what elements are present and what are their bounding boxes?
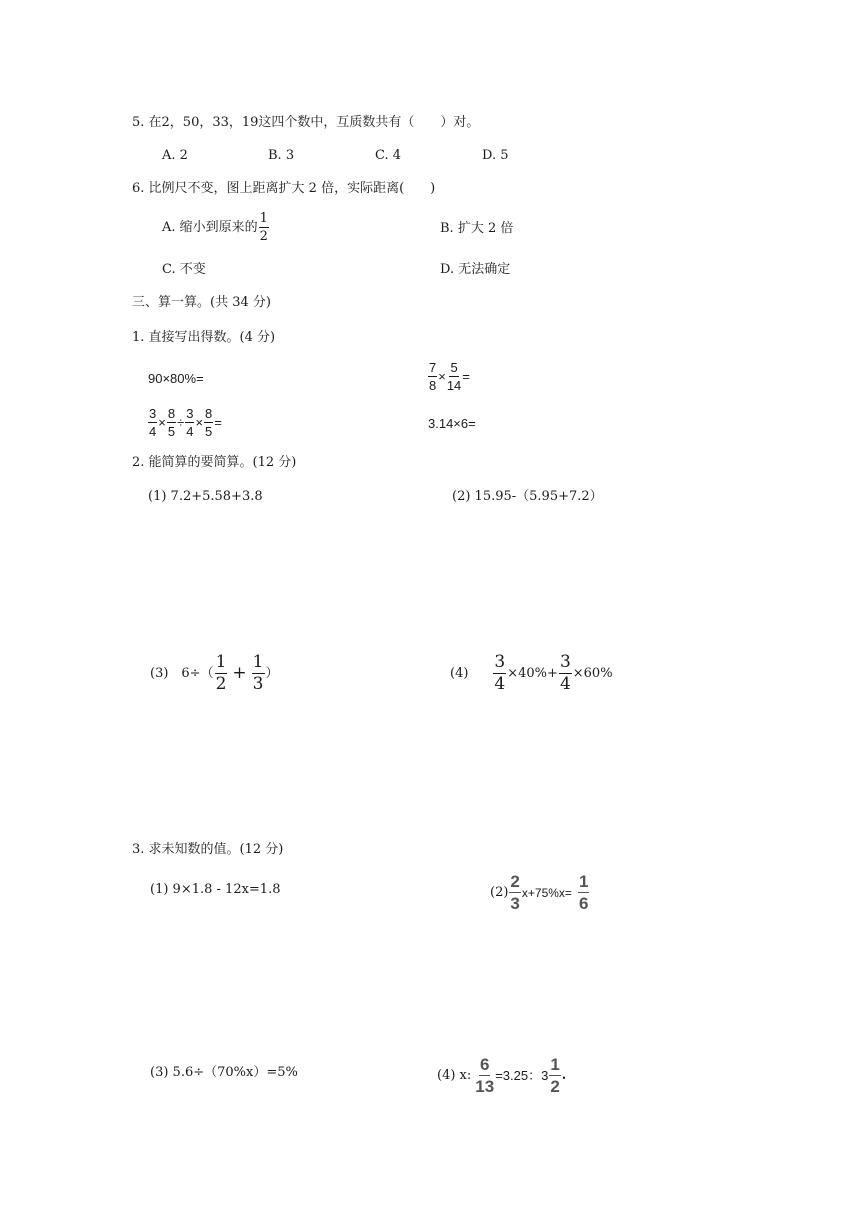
equals-sign: = <box>214 415 222 430</box>
q6-option-a <box>162 212 270 243</box>
part-1-title: 1. 直接写出得数。(4 分) <box>132 330 276 345</box>
fraction: $\frac{5}{14}$ <box>446 360 462 393</box>
fraction: $\frac{8}{5}$ <box>167 406 176 439</box>
fraction: $\frac{6}{13}$ <box>475 1055 495 1096</box>
question-6-stem: 6. 比例尺不变，图上距离扩大 2 倍，实际距离( ) <box>132 181 436 196</box>
equation-4-mid: =3.25：3 <box>495 1068 549 1083</box>
simplify-4-mid: ×40%+ <box>507 666 558 681</box>
simplify-3-suffix: ） <box>265 666 279 681</box>
equation-4-prefix: (4) x: <box>437 1068 472 1083</box>
equation-2 <box>490 873 590 912</box>
simplify-4-prefix: (4) <box>450 666 469 681</box>
equation-3: (3) 5.6÷（70%x）=5% <box>150 1065 298 1080</box>
question-5-stem: 5. 在2，50，33，19这四个数中，互质数共有（ ）对。 <box>132 115 480 130</box>
times-sign: × <box>195 415 204 430</box>
fraction: $\frac{1}{2}$ <box>215 652 227 694</box>
equation-4-end: . <box>561 1068 567 1083</box>
calc-1a: 90×80%= <box>148 371 204 386</box>
part-3-title: 3. 求未知数的值。(12 分) <box>132 842 284 857</box>
q5-option-d: D. 5 <box>482 148 509 163</box>
fraction: $\frac{8}{5}$ <box>205 406 213 439</box>
fraction: $\frac{1}{6}$ <box>578 872 589 913</box>
part-2-title: 2. 能简算的要简算。(12 分) <box>132 455 297 470</box>
simplify-4-end: ×60% <box>572 666 613 681</box>
equals-sign: = <box>462 369 470 384</box>
fraction: $\frac{7}{8}$ <box>429 360 437 393</box>
fraction: $\frac{3}{4}$ <box>494 652 506 694</box>
q5-option-a: A. 2 <box>162 148 188 163</box>
q6-option-a-label: A. 缩小到原来的 <box>162 220 258 235</box>
simplify-3-prefix: (3) 6÷（ <box>150 666 214 681</box>
fraction: $\frac{3}{4}$ <box>149 406 157 439</box>
simplify-1: (1) 7.2+5.58+3.8 <box>148 489 263 504</box>
fraction: $\frac{1}{2}$ <box>550 1055 560 1096</box>
calc-1b <box>427 361 470 392</box>
fraction: $\frac{2}{3}$ <box>510 872 520 913</box>
equation-1: (1) 9×1.8 - 12x=1.8 <box>150 882 281 897</box>
simplify-3 <box>150 654 279 693</box>
section-3-title: 三、算一算。(共 34 分) <box>132 295 271 310</box>
fraction: $\frac{3}{4}$ <box>559 652 571 694</box>
fraction: $\frac{1}{2}$ <box>259 211 268 244</box>
equation-2-prefix: (2) <box>490 885 509 900</box>
simplify-2: (2) 15.95-（5.95+7.2） <box>452 489 603 504</box>
times-sign: × <box>158 415 166 430</box>
q6-option-d: D. 无法确定 <box>440 262 511 277</box>
times-sign: × <box>438 369 446 384</box>
fraction: $\frac{1}{3}$ <box>252 652 264 694</box>
divide-sign: ÷ <box>177 415 185 430</box>
simplify-4 <box>450 654 613 693</box>
fraction: $\frac{3}{4}$ <box>186 406 194 439</box>
q5-option-c: C. 4 <box>375 148 402 163</box>
equation-2-mid: x+75%x= <box>521 885 572 900</box>
calc-1c <box>147 407 222 438</box>
q6-option-b: B. 扩大 2 倍 <box>440 221 514 236</box>
q6-option-c: C. 不变 <box>162 262 206 277</box>
plus-sign: + <box>232 663 247 683</box>
q5-option-b: B. 3 <box>268 148 295 163</box>
equation-4 <box>437 1056 566 1095</box>
calc-1d: 3.14×6= <box>428 416 476 431</box>
